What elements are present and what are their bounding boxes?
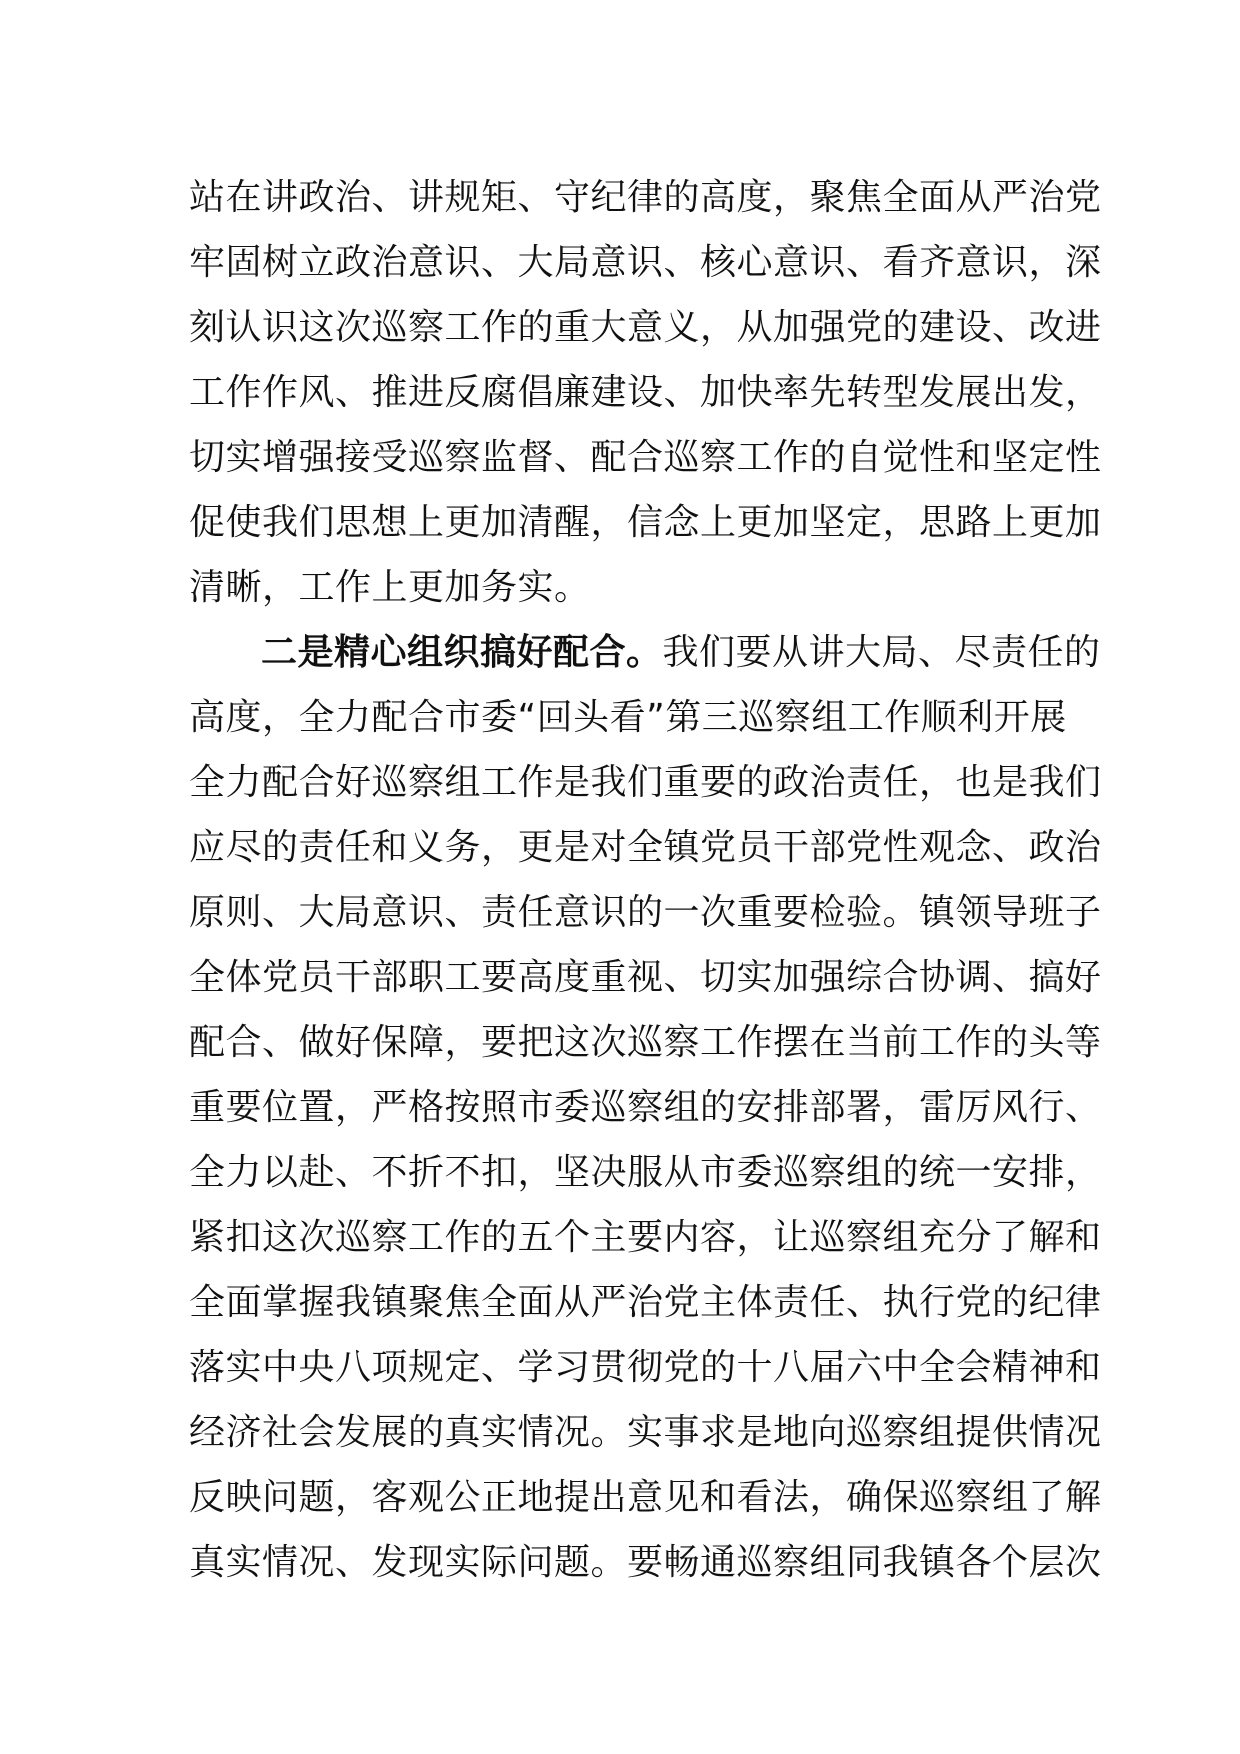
text-line: 全体党员干部职工要高度重视、切实加强综合协调、搞好 (189, 957, 1102, 998)
text-line: 经济社会发展的真实情况。实事求是地向巡察组提供情况 (189, 1412, 1102, 1453)
text-line: 工作作风、推进反腐倡廉建设、加快率先转型发展出发， (189, 372, 1102, 413)
body-text (189, 165, 1102, 1595)
text-line: 紧扣这次巡察工作的五个主要内容，让巡察组充分了解和 (189, 1217, 1102, 1258)
text-line: 清晰，工作上更加务实。 (189, 567, 591, 608)
text-line: 切实增强接受巡察监督、配合巡察工作的自觉性和坚定性 (189, 437, 1102, 478)
text-line: 原则、大局意识、责任意识的一次重要检验。镇领导班子 (189, 892, 1102, 933)
text-line: 反映问题，客观公正地提出意见和看法，确保巡察组了解 (189, 1477, 1102, 1518)
text-line: 促使我们思想上更加清醒，信念上更加坚定，思路上更加 (189, 502, 1102, 543)
paragraph-2-first-line (189, 620, 1101, 685)
paragraph-1 (189, 165, 1102, 620)
text-line: 刻认识这次巡察工作的重大意义，从加强党的建设、改进 (189, 307, 1102, 348)
paragraph-heading: 二是精心组织搞好配合。 (261, 632, 663, 673)
text-line: 重要位置，严格按照市委巡察组的安排部署，雷厉风行、 (189, 1087, 1102, 1128)
text-line: 真实情况、发现实际问题。要畅通巡察组同我镇各个层次 (189, 1542, 1102, 1583)
paragraph-2 (189, 620, 1102, 1595)
text-line: 全面掌握我镇聚焦全面从严治党主体责任、执行党的纪律 (189, 1282, 1102, 1323)
text-line: 应尽的责任和义务，更是对全镇党员干部党性观念、政治 (189, 827, 1102, 868)
text-span: 我们要从讲大局、尽责任的 (662, 632, 1101, 673)
text-line: 配合、做好保障，要把这次巡察工作摆在当前工作的头等 (189, 1022, 1102, 1063)
text-line: 高度，全力配合市委“回头看”第三巡察组工作顺利开展 (189, 697, 1067, 738)
text-line: 牢固树立政治意识、大局意识、核心意识、看齐意识，深 (189, 242, 1102, 283)
text-line: 全力以赴、不折不扣，坚决服从市委巡察组的统一安排， (189, 1152, 1102, 1193)
text-line: 落实中央八项规定、学习贯彻党的十八届六中全会精神和 (189, 1347, 1102, 1388)
text-line: 全力配合好巡察组工作是我们重要的政治责任，也是我们 (189, 762, 1102, 803)
text-line: 站在讲政治、讲规矩、守纪律的高度，聚焦全面从严治党 (189, 177, 1102, 218)
